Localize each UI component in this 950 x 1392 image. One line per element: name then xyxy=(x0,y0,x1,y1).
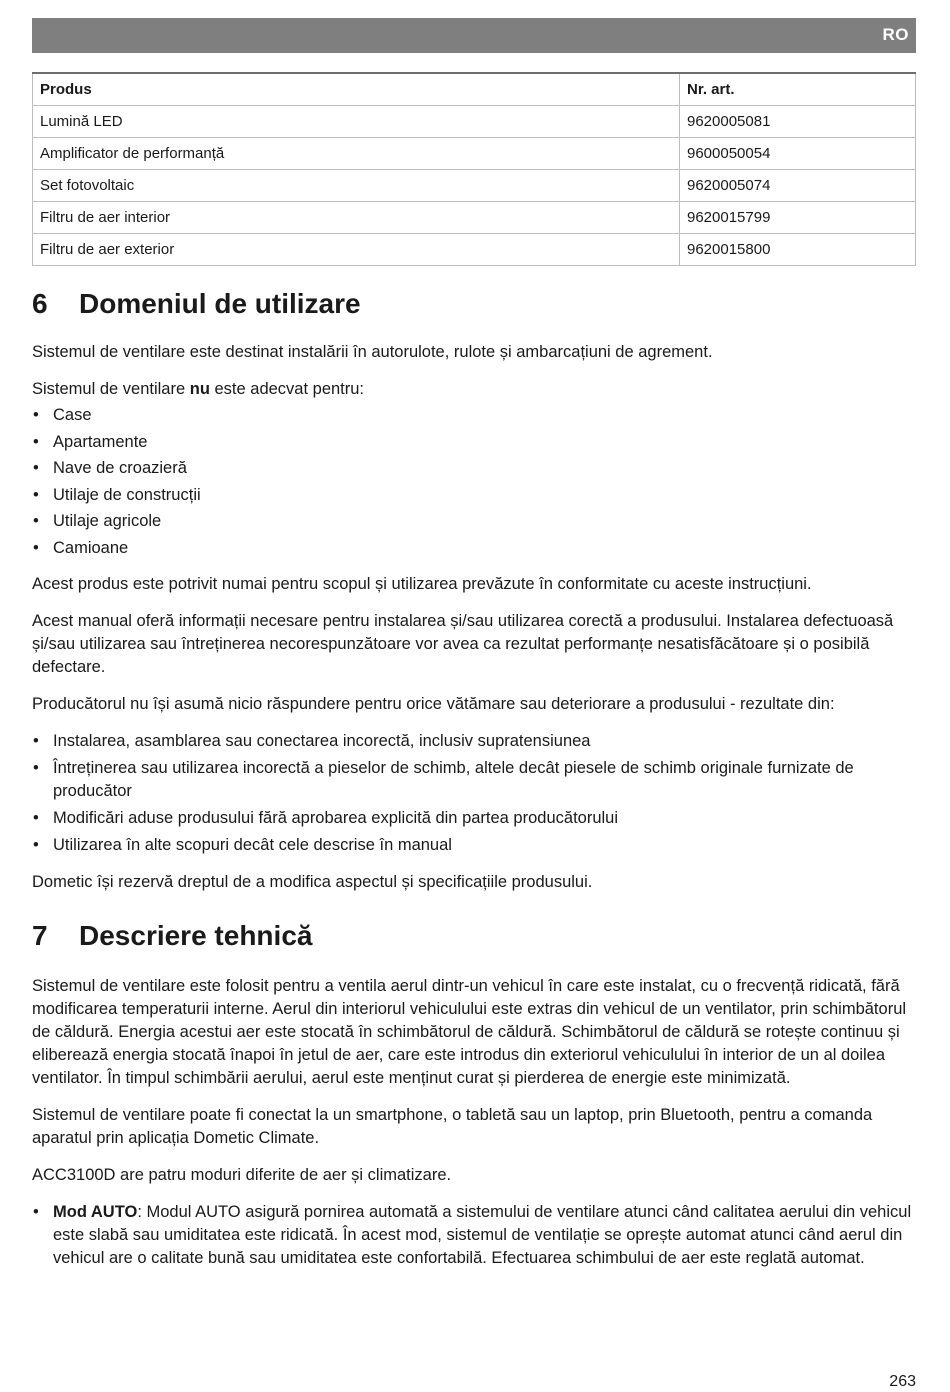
product-name: Lumină LED xyxy=(33,106,680,138)
table-row xyxy=(33,138,916,170)
product-table xyxy=(32,72,916,266)
article-number: 9600050054 xyxy=(680,138,916,170)
purpose-paragraph: Acest produs este potrivit numai pentru scopul și utilizarea prevăzute în conformitate cu aceste instrucțiuni. xyxy=(32,575,812,593)
emphasis-nu: nu xyxy=(189,380,210,398)
column-header-article-number: Nr. art. xyxy=(680,73,916,106)
language-label: RO xyxy=(882,25,909,44)
table-header-row xyxy=(33,73,916,106)
product-name: Filtru de aer exterior xyxy=(33,234,680,266)
list-item: • Modificări aduse produsului fără aprobarea explicită din partea producătorului xyxy=(32,807,916,830)
section-6-intro: Sistemul de ventilare este destinat instalării în autorulote, rulote și ambarcațiuni de agrement. xyxy=(32,343,713,361)
not-suitable-intro: Sistemul de ventilare nu este adecvat pentru: xyxy=(32,380,365,398)
section-title: Descriere tehnică xyxy=(79,920,313,951)
product-name: Set fotovoltaic xyxy=(33,170,680,202)
table-row xyxy=(33,202,916,234)
mode-auto-label: Mod AUTO xyxy=(53,1203,138,1221)
column-header-product: Produs xyxy=(33,73,680,106)
not-suitable-list xyxy=(32,402,916,561)
page-number: 263 xyxy=(889,1373,916,1390)
article-number: 9620005081 xyxy=(680,106,916,138)
list-item: • Case xyxy=(32,402,916,429)
manual-info-paragraph: Acest manual oferă informații necesare pentru instalarea și/sau utilizarea corectă a produsului. Instalarea defectuoasă și/sau utilizarea sau întreținerea necorespunzătoare vor avea ca rezultat performanțe nesatisfăcătoare și o posibilă defectare. xyxy=(32,612,894,676)
liability-list xyxy=(32,730,916,857)
list-item: • Camioane xyxy=(32,535,916,562)
mode-auto-item xyxy=(32,1201,916,1270)
list-item: • Instalarea, asamblarea sau conectarea incorectă, inclusiv supratensiunea xyxy=(32,730,916,753)
product-name: Filtru de aer interior xyxy=(33,202,680,234)
list-item: • Utilizarea în alte scopuri decât cele descrise în manual xyxy=(32,834,916,857)
table-row xyxy=(33,234,916,266)
table-row xyxy=(33,170,916,202)
technical-description-paragraph: Sistemul de ventilare este folosit pentru a ventila aerul dintr-un vehicul în care este instalat, cu o frecvență ridicată, fără modificarea temperaturii interne. Aerul din interiorul vehiculului este extras din vehicul de un ventilator, prin schimbătorul de căldură. Energia acestui aer este stocată în schimbătorul de căldură. Schimbătorul de căldură se rotește continuu și eliberează energia stocată înapoi în jetul de aer, care este introdus din exteriorul vehiculului în interior de un al doilea ventilator. În timpul schimbării aerului, aerul este menținut curat și pierderea de energie este minimizată. xyxy=(32,977,907,1087)
mode-auto-text: : Modul AUTO asigură pornirea automată a sistemului de ventilare atunci când calitatea aerului din vehicul este slabă sau umiditatea este ridicată. În acest mod, sistemul de ventilație se oprește automat atunci când aerul din vehicul are o calitate bună sau umiditatea este confortabilă. Efectuarea schimbului de aer este reglată automat. xyxy=(53,1203,912,1267)
list-item: • Nave de croazieră xyxy=(32,455,916,482)
modes-list xyxy=(32,1201,916,1270)
article-number: 9620015800 xyxy=(680,234,916,266)
article-number: 9620015799 xyxy=(680,202,916,234)
section-number: 7 xyxy=(32,920,48,951)
bluetooth-paragraph: Sistemul de ventilare poate fi conectat la un smartphone, o tabletă sau un laptop, prin Bluetooth, pentru a comanda aparatul prin aplicația Dometic Climate. xyxy=(32,1106,873,1147)
list-item: • Utilaje de construcții xyxy=(32,482,916,509)
article-number: 9620005074 xyxy=(680,170,916,202)
table-row xyxy=(33,106,916,138)
product-name: Amplificator de performanță xyxy=(33,138,680,170)
section-6-heading xyxy=(32,282,916,326)
list-item: • Utilaje agricole xyxy=(32,508,916,535)
section-title: Domeniul de utilizare xyxy=(79,288,361,319)
list-item: • Întreținerea sau utilizarea incorectă a pieselor de schimb, altele decât piesele de schimb originale furnizate de producător xyxy=(32,757,916,803)
header-bar xyxy=(32,18,916,53)
modes-intro-paragraph: ACC3100D are patru moduri diferite de aer și climatizare. xyxy=(32,1166,452,1184)
main-content xyxy=(32,282,916,1270)
list-item: • Apartamente xyxy=(32,429,916,456)
section-7-heading xyxy=(32,914,916,958)
liability-paragraph: Producătorul nu își asumă nicio răspundere pentru orice vătămare sau deteriorare a produsului - rezultate din: xyxy=(32,695,835,713)
section-number: 6 xyxy=(32,288,48,319)
rights-paragraph: Dometic își rezervă dreptul de a modifica aspectul și specificațiile produsului. xyxy=(32,873,593,891)
